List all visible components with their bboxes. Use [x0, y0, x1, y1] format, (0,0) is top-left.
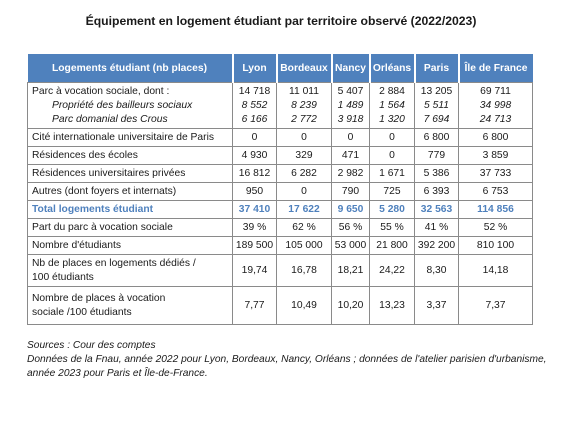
table-cell: 14,18: [459, 255, 533, 287]
social-housing-row: [28, 83, 533, 129]
table-cell: 105 000: [277, 237, 332, 255]
cell-value: 34 998: [479, 99, 512, 111]
table-cell: 37 410: [233, 201, 277, 219]
table-cell: 790: [332, 183, 370, 201]
cell-value: 1 489: [337, 99, 364, 111]
table-cell: 5 386: [415, 165, 459, 183]
housing-table: [27, 54, 533, 325]
table-cell: 56 %: [332, 219, 370, 237]
table-cell: 18,21: [332, 255, 370, 287]
table-cell: 189 500: [233, 237, 277, 255]
header-lyon: Lyon: [233, 54, 277, 83]
cell-value: 1 564: [379, 99, 405, 111]
table-row: [28, 165, 533, 183]
table-title: Équipement en logement étudiant par territoire observé (2022/2023): [85, 14, 477, 28]
table-cell: 6 753: [459, 183, 533, 201]
table-cell: 1 671: [370, 165, 415, 183]
row-label: Autres (dont foyers et internats): [28, 183, 233, 201]
row-label: Résidences des écoles: [28, 147, 233, 165]
row-label: Résidences universitaires privées: [28, 165, 233, 183]
table-cell: 52 %: [459, 219, 533, 237]
cell-value: 2 884: [379, 85, 405, 97]
table-cell: [370, 83, 415, 129]
cell-value: 2 772: [291, 113, 317, 125]
table-cell: 10,20: [332, 287, 370, 325]
row-label: Cité internationale universitaire de Paris: [28, 129, 233, 147]
cell-value: 11 011: [289, 85, 319, 97]
row-label-line: sociale /100 étudiants: [32, 306, 132, 318]
cell-value: 13 205: [420, 85, 453, 97]
cell-value: 14 718: [238, 85, 271, 97]
table-header-row: [28, 54, 533, 83]
table-row: [28, 147, 533, 165]
table-cell: 5 280: [370, 201, 415, 219]
row-label-line: Nombre de places à vocation: [32, 292, 166, 304]
table-cell: 6 800: [415, 129, 459, 147]
table-cell: 0: [233, 129, 277, 147]
table-cell: 41 %: [415, 219, 459, 237]
table-cell: 7,77: [233, 287, 277, 325]
total-row: [28, 201, 533, 219]
table-cell: 17 622: [277, 201, 332, 219]
header-paris: Paris: [415, 54, 459, 83]
table-cell: 21 800: [370, 237, 415, 255]
cell-value: 1 320: [379, 113, 405, 125]
table-cell: 6 800: [459, 129, 533, 147]
row-label: Propriété des bailleurs sociaux: [52, 99, 193, 111]
table-cell: 9 650: [332, 201, 370, 219]
cell-value: 5 407: [337, 85, 364, 97]
table-cell: 53 000: [332, 237, 370, 255]
table-cell: 10,49: [277, 287, 332, 325]
table-cell: 3,37: [415, 287, 459, 325]
table-cell: 0: [277, 129, 332, 147]
cell-value: 8 552: [241, 99, 268, 111]
table-row: [28, 237, 533, 255]
table-cell: 6 393: [415, 183, 459, 201]
table-cell: 779: [415, 147, 459, 165]
row-label: Parc à vocation sociale, dont :: [32, 85, 170, 97]
header-nancy: Nancy: [332, 54, 370, 83]
sources-detail: Données de la Fnau, année 2022 pour Lyon, Bordeaux, Nancy, Orléans ; données de l'atelier parisien d'urbanisme, année 2023 pour Paris et Île-de-France.: [27, 353, 547, 379]
header-label: Logements étudiant (nb places): [28, 54, 233, 83]
row-label: Total logements étudiant: [28, 201, 233, 219]
table-cell: [415, 83, 459, 129]
table-cell: 0: [332, 129, 370, 147]
table-cell: 8,30: [415, 255, 459, 287]
table-cell: 4 930: [233, 147, 277, 165]
table-cell: 13,23: [370, 287, 415, 325]
row-label: [28, 287, 233, 325]
cell-value: 5 511: [423, 99, 449, 111]
cell-value: 6 166: [241, 113, 268, 125]
table-cell: 471: [332, 147, 370, 165]
table-cell: 39 %: [233, 219, 277, 237]
table-cell: [332, 83, 370, 129]
table-row: [28, 183, 533, 201]
cell-value: 24 713: [479, 113, 512, 125]
cell-value: 7 694: [423, 113, 450, 125]
table-cell: 62 %: [277, 219, 332, 237]
table-cell: 19,74: [233, 255, 277, 287]
table-cell: 329: [277, 147, 332, 165]
row-label: [28, 255, 233, 287]
row-label: Parc domanial des Crous: [52, 113, 168, 125]
row-label: Nombre d'étudiants: [28, 237, 233, 255]
table-cell: 32 563: [415, 201, 459, 219]
table-cell: 2 982: [332, 165, 370, 183]
cell-value: 69 711: [480, 85, 511, 97]
table-cell: 37 733: [459, 165, 533, 183]
table-cell: 950: [233, 183, 277, 201]
table-cell: 3 859: [459, 147, 533, 165]
table-row: [28, 255, 533, 287]
table-row: [28, 129, 533, 147]
sources-note: [27, 339, 547, 380]
header-orleans: Orléans: [370, 54, 415, 83]
table-cell: 0: [277, 183, 332, 201]
sources-line: Sources : Cour des comptes: [27, 340, 156, 351]
table-cell: 7,37: [459, 287, 533, 325]
table-row: [28, 287, 533, 325]
table-cell: [459, 83, 533, 129]
table-cell: 725: [370, 183, 415, 201]
table-cell: 16,78: [277, 255, 332, 287]
table-cell: 392 200: [415, 237, 459, 255]
social-housing-labels: [28, 83, 233, 129]
table-cell: 55 %: [370, 219, 415, 237]
table-cell: 6 282: [277, 165, 332, 183]
row-label: Part du parc à vocation sociale: [28, 219, 233, 237]
cell-value: 3 918: [337, 113, 364, 125]
table-cell: 810 100: [459, 237, 533, 255]
header-bordeaux: Bordeaux: [277, 54, 332, 83]
table-cell: [233, 83, 277, 129]
header-ile-de-france: Île de France: [459, 54, 533, 83]
table-cell: 16 812: [233, 165, 277, 183]
table-cell: 0: [370, 129, 415, 147]
cell-value: 8 239: [291, 99, 317, 111]
row-label-line: 100 étudiants: [32, 271, 94, 283]
table-cell: 24,22: [370, 255, 415, 287]
table-cell: 114 856: [459, 201, 533, 219]
row-label-line: Nb de places en logements dédiés /: [32, 257, 196, 269]
table-row: [28, 219, 533, 237]
table-cell: 0: [370, 147, 415, 165]
table-cell: [277, 83, 332, 129]
